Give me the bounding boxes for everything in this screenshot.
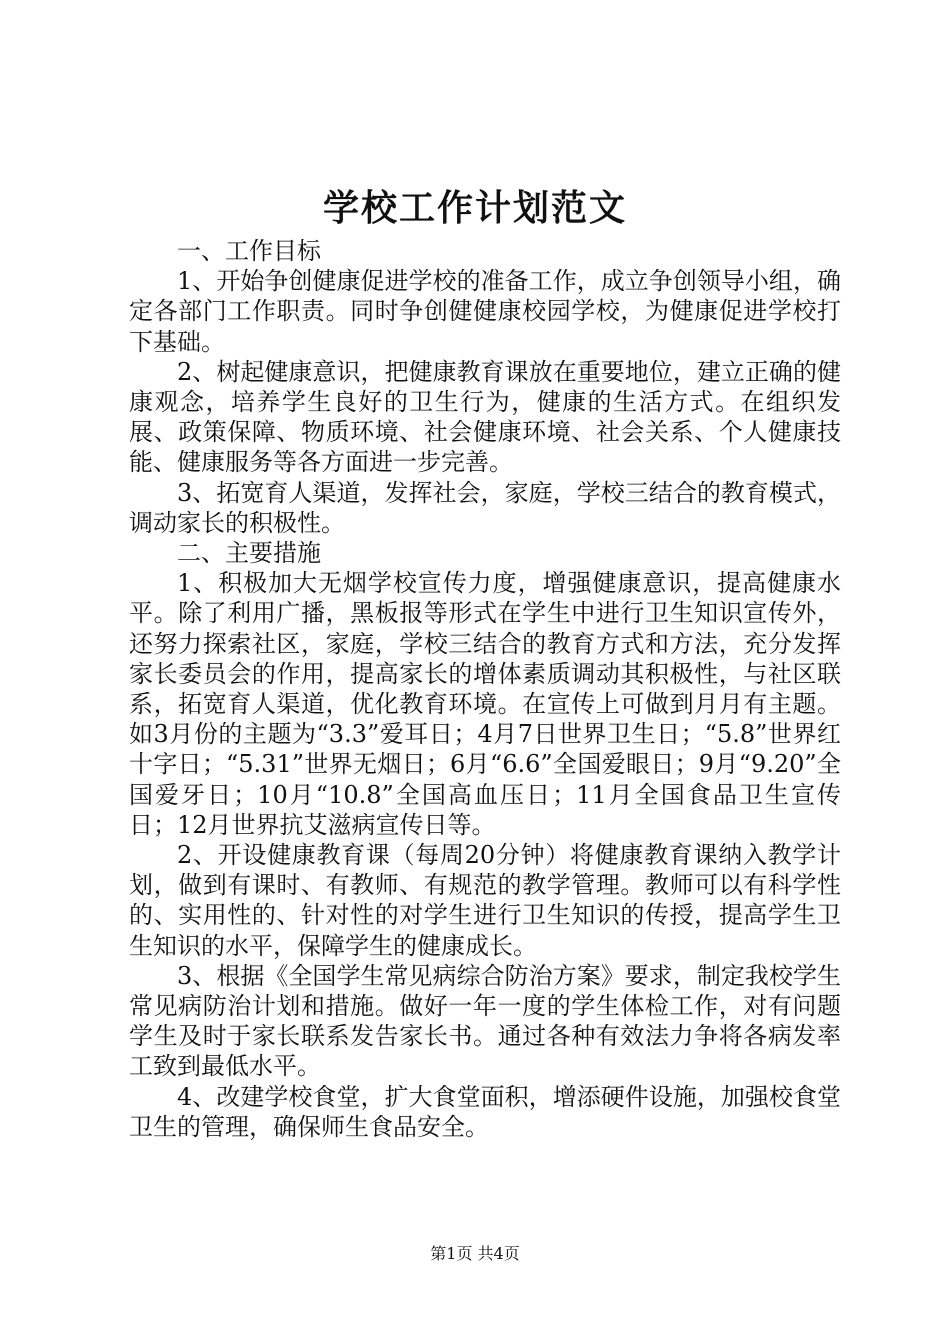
paragraph: 1、开始争创健康促进学校的准备工作，成立争创领导小组，确定各部门工作职责。同时争创健健康校园学校，为健康促进学校打下基础。	[129, 267, 841, 356]
paragraph: 1、积极加大无烟学校宣传力度，增强健康意识，提高健康水平。除了利用广播，黑板报等形式在学生中进行卫生知识宣传外，还努力探索社区，家庭，学校三结合的教育方式和方法，充分发挥家长委员会的作用，提高家长的增体素质调动其积极性，与社区联系，拓宽育人渠道，优化教育环境。在宣传上可做到月月有主题。如3月份的主题为“3.3”爱耳日；4月7日世界卫生日；“5.8”世界红十字日；“5.31”世界无烟日；6月“6.6”全国爱眼日；9月“9.20”全国爱牙日；10月“10.8”全国高血压日；11月全国食品卫生宣传日；12月世界抗艾滋病宣传日等。	[129, 569, 841, 839]
section-heading-goals: 一、工作目标	[177, 237, 321, 265]
paragraph: 2、树起健康意识，把健康教育课放在重要地位，建立正确的健康观念，培养学生良好的卫生行为，健康的生活方式。在组织发展、政策保障、物质环境、社会健康环境、社会关系、个人健康技能、健康服务等各方面进一步完善。	[129, 357, 841, 477]
paragraph: 4、改建学校食堂，扩大食堂面积，增添硬件设施，加强校食堂卫生的管理，确保师生食品安全。	[129, 1082, 841, 1141]
paragraph: 3、根据《全国学生常见病综合防治方案》要求，制定我校学生常见病防治计划和措施。做好一年一度的学生体检工作，对有问题学生及时于家长联系发告家长书。通过各种有效法力争将各病发率工致到最低水平。	[129, 961, 841, 1081]
document-body	[129, 236, 841, 1142]
paragraph: 2、开设健康教育课（每周20分钟）将健康教育课纳入教学计划，做到有课时、有教师、有规范的教学管理。教师可以有科学性的、实用性的、针对性的对学生进行卫生知识的传授，提高学生卫生知识的水平，保障学生的健康成长。	[129, 841, 841, 960]
page-footer: 第1页 共4页	[430, 1244, 520, 1263]
document-title: 学校工作计划范文	[322, 187, 627, 229]
section-heading-measures: 二、主要措施	[177, 539, 321, 568]
paragraph: 3、拓宽育人渠道，发挥社会，家庭，学校三结合的教育模式，调动家长的积极性。	[129, 478, 841, 537]
